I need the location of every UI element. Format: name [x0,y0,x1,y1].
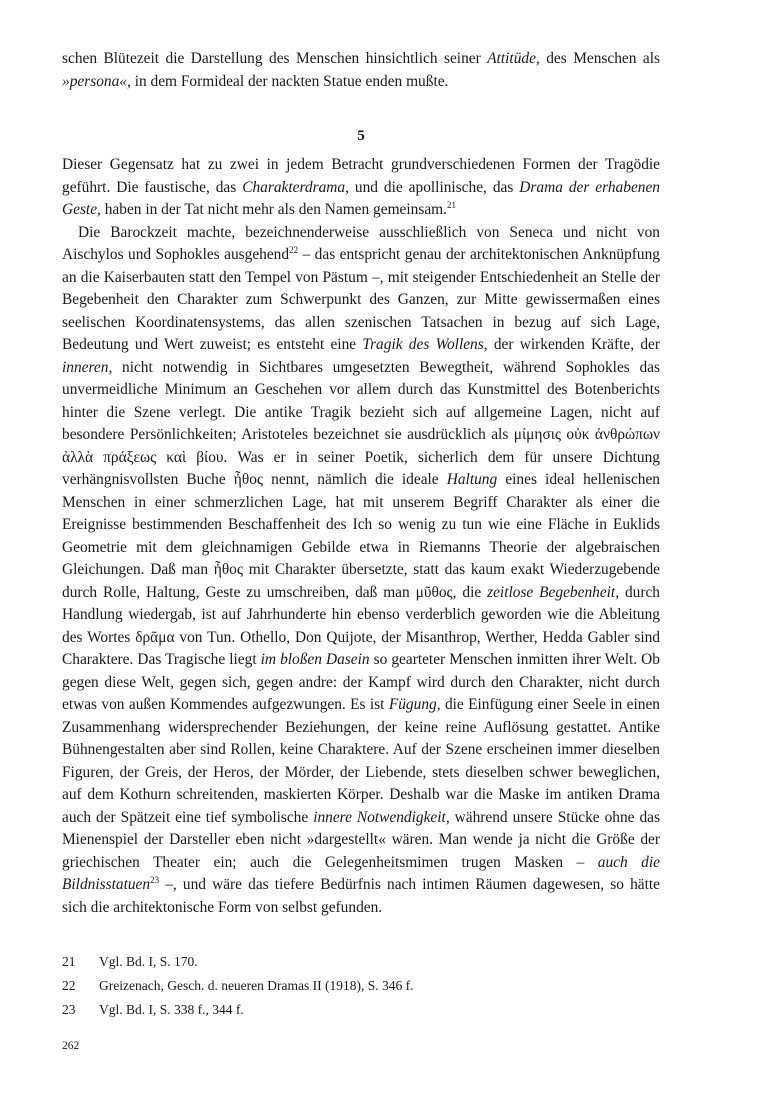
italic-run: »persona«, [62,72,131,90]
text-run: nicht notwendig in Sichtbares umgesetzten Bewegtheit, während Sophokles das unvermeidliche Minimum an Geschehen vor allem durch das Kunstmittel des Botenberichts hinter die Szene verlegt. Die antike Tragik bezieht sich auf allgemeine Lagen, nicht auf besondere Persönlichkeiten; Aristoteles bezeichnet sie ausdrücklich als μίμησις οὐκ ἀνθρώπων ἀλλὰ πράξεως καὶ βίου. Was er in seiner Poetik, sicherlich dem für unsere Dichtung verhängnisvollsten Buche ἦθος nennt, nämlich die ideale [62,358,660,488]
italic-run: Charakterdrama, [242,178,349,196]
paragraph-2 [62,222,660,920]
footnote-text: Greizenach, Gesch. d. neueren Dramas II (1918), S. 346 f. [99,978,414,993]
footnotes [62,950,660,1022]
footnote [62,974,660,998]
footnote-ref[interactable]: 22 [289,244,299,255]
italic-run: innere Notwendigkeit, [313,808,450,826]
italic-run: Fügung, [388,696,441,713]
footnote [62,998,660,1022]
italic-run: zeitlose Begebenheit, [487,583,620,601]
text-run: des Menschen als [539,50,660,67]
text-run: Dieser Gegensatz hat zu zwei in jedem Betracht grundverschiedenen Formen der Tragödie geführt. Die faustische, das [62,156,660,196]
text-run: so gearteter Menschen inmitten ihrer Welt. Ob gegen diese Welt, gegen sich, gegen andre: der Kampf wird durch den Charakter, nicht durch etwas von außen Kommendes aufgezwungen. Es ist [62,651,660,713]
intro-paragraph [62,48,660,93]
footnote-ref[interactable]: 21 [447,199,456,210]
text-run: während unsere Stücke ohne das Mienenspiel der Darsteller eben nicht »dargestellt« wären. Man wende ja nicht die Größe der griechischen Theater ein; auch die Gelegenheitsmimen trugen Masken – [62,808,660,871]
footnote-text: Vgl. Bd. I, S. 338 f., 344 f. [99,1002,244,1017]
text-run: durch Handlung wiedergab, ist auf Jahrhunderte hin ebenso verderblich geworden wie die Ableitung des Wortes δρᾶμα von Tun. Othello, Don Quijote, der Misanthrop, Werther, Hedda Gabler sind Charaktere. Das Tragische liegt [62,583,661,668]
italic-run: Tragik des Wollens, [362,336,488,353]
italic-run: Drama der erhabenen Geste, [62,178,660,218]
text-run: Die Barockzeit machte, bezeichnenderweise ausschließlich von Seneca und nicht von Aischylos und Sophokles ausgehend [62,223,660,263]
text-run: schen Blütezeit die Darstellung des Menschen hinsichtlich seiner [62,50,488,67]
footnote-number: 21 [62,954,76,969]
footnote-ref[interactable]: 23 [150,874,160,885]
text-run: – das entspricht genau der architektonischen Anknüpfung an die Kaiserbauten statt den Tempel von Pästum –, mit steigender Entschiedenheit an Stelle der Begebenheit den Charakter zum Schwerpunkt des Ganzen, zur Mitte gewissermaßen eines seelischen Koordinatensystems, das allen szenischen Tatsachen in bezug auf sich Lage, Bedeutung und Wert zuweist; es entsteht eine [62,246,660,353]
italic-run: auch die Bildnisstatuen [62,853,660,893]
text-run: –, und wäre das tiefere Bedürfnis nach intimen Räumen dagewesen, so hätte sich die architektonische Form von selbst gefunden. [62,876,660,916]
italic-run: Haltung [446,471,498,488]
text-run: eines ideal hellenischen Menschen in einer schmerzlichen Lage, hat mit unserem Begriff Charakter als einer die Ereignisse bestimmenden Beschaffenheit des Ich so wenig zu tun wie eine Fläche in Euklids Geometrie mit dem gleichnamigen Gebilde etwa in Riemanns Theorie der algebraischen Gleichungen. Daß man ἦθος mit Charakter übersetzte, statt das kaum exakt Wiederzugebende durch Rolle, Haltung, Geste zu umschreiben, daß man μῦθος, die [62,471,660,601]
page-body [62,48,660,919]
section-number: 5 [357,128,365,144]
italic-run: Attitüde, [487,50,540,67]
text-run: der wirkenden Kräfte, der [487,336,660,353]
italic-run: im bloßen Dasein [260,651,370,668]
page-number: 262 [62,1040,80,1052]
text-run: in dem Formideal der nackten Statue enden mußte. [130,72,449,90]
footnote-text: Vgl. Bd. I, S. 170. [99,954,198,969]
italic-run: inneren, [62,358,113,376]
text-run: haben in der Tat nicht mehr als den Namen gemeinsam. [100,201,447,218]
text-run: und die apollinische, das [348,178,520,196]
text-run: die Einfügung einer Seele in einen Zusammenhang widersprechender Beziehungen, der keine reine Auflösung gestattet. Antike Bühnengestalten aber sind Rollen, keine Charaktere. Auf der Szene erscheinen immer dieselben Figuren, der Greis, der Heros, der Mörder, der Liebende, stets dieselben schwer beweglichen, auf dem Kothurn schreitenden, maskierten Körper. Deshalb war die Maske im antiken Drama auch der Spätzeit eine tief symbolische [62,696,660,826]
paragraph-1 [62,154,660,222]
footnote-number: 23 [62,1002,76,1017]
footnote-number: 22 [62,978,76,993]
footnote [62,950,660,974]
